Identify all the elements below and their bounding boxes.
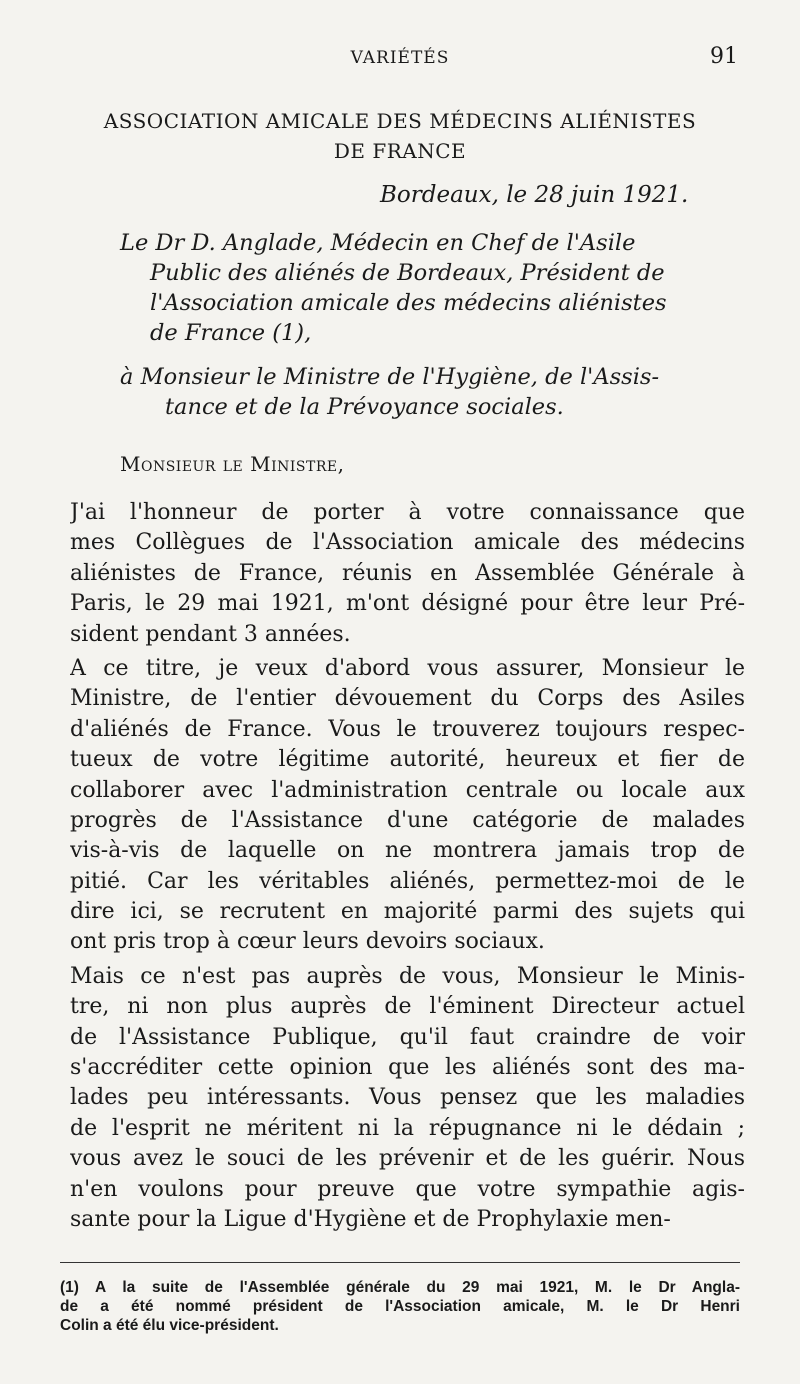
paragraph-line: collaborer avec l'administration centrale ou locale aux bbox=[70, 777, 745, 803]
paragraph-line: pitié. Car les véritables aliénés, permettez-moi de le bbox=[70, 868, 745, 894]
salutation: Monsieur le Ministre, bbox=[120, 452, 345, 476]
sender-line: Public des aliénés de Bordeaux, Président de bbox=[150, 260, 665, 286]
paragraph-line: aliénistes de France, réunis en Assemblée Générale à bbox=[70, 560, 745, 586]
sender-line: l'Association amicale des médecins aliénistes bbox=[150, 290, 667, 316]
paragraph-line: de l'esprit ne méritent ni la répugnance ni le dédain ; bbox=[70, 1115, 745, 1141]
paragraph-line: Mais ce n'est pas auprès de vous, Monsieur le Minis- bbox=[70, 963, 745, 989]
running-head bbox=[0, 44, 800, 74]
letter-body bbox=[70, 498, 745, 1235]
paragraph-line: ont pris trop à cœur leurs devoirs sociaux. bbox=[70, 929, 545, 955]
recipient-line: tance et de la Prévoyance sociales. bbox=[165, 394, 564, 420]
paragraph-line: s'accréditer cette opinion que les aliénés sont des ma- bbox=[70, 1055, 745, 1081]
sender-line: de France (1), bbox=[150, 320, 312, 346]
footnote bbox=[60, 1278, 740, 1335]
paragraph-line: mes Collègues de l'Association amicale des médecins bbox=[70, 530, 745, 556]
paragraph-line: lades peu intéressants. Vous pensez que les maladies bbox=[70, 1085, 745, 1111]
footnote-line: (1) A la suite de l'Assemblée générale du 29 mai 1921, M. le Dr Angla- bbox=[60, 1279, 740, 1296]
paragraph-line: d'aliénés de France. Vous le trouverez toujours respec- bbox=[70, 716, 745, 742]
heading-line: DE FRANCE bbox=[333, 139, 467, 163]
paragraph-line: tueux de votre légitime autorité, heureux et fier de bbox=[70, 747, 745, 773]
paragraph-line: dire ici, se recrutent en majorité parmi des sujets qui bbox=[70, 899, 745, 925]
paragraph-line: n'en voulons pour preuve que votre sympathie agis- bbox=[70, 1176, 745, 1202]
paragraph bbox=[70, 498, 745, 650]
letter-recipient bbox=[120, 362, 760, 422]
article-heading bbox=[60, 106, 740, 166]
paragraph bbox=[70, 654, 745, 958]
paragraph-line: Ministre, de l'entier dévouement du Corps des Asiles bbox=[70, 686, 745, 712]
footnote-line: Colin a été élu vice-président. bbox=[60, 1317, 279, 1334]
footnote-divider bbox=[60, 1262, 740, 1263]
heading-line: ASSOCIATION AMICALE DES MÉDECINS ALIÉNISTES bbox=[103, 109, 697, 133]
recipient-line: à Monsieur le Ministre de l'Hygiène, de l'Assis- bbox=[120, 364, 660, 390]
paragraph-line: A ce titre, je veux d'abord vous assurer, Monsieur le bbox=[70, 655, 745, 681]
letter-sender bbox=[120, 228, 760, 348]
paragraph-line: progrès de l'Assistance d'une catégorie de malades bbox=[70, 807, 745, 833]
paragraph-line: J'ai l'honneur de porter à votre connaissance que bbox=[70, 500, 745, 525]
paragraph-line: Paris, le 29 mai 1921, m'ont désigné pour être leur Pré- bbox=[70, 591, 745, 617]
footnote-line: de a été nommé président de l'Association amicale, M. le Dr Henri bbox=[60, 1298, 740, 1315]
letter-date: Bordeaux, le 28 juin 1921. bbox=[380, 182, 689, 208]
page-number: 91 bbox=[710, 44, 738, 69]
paragraph-line: sident pendant 3 années. bbox=[70, 621, 351, 647]
paragraph-line: de l'Assistance Publique, qu'il faut craindre de voir bbox=[70, 1024, 745, 1050]
paragraph-line: vous avez le souci de les prévenir et de les guérir. Nous bbox=[70, 1146, 745, 1172]
paragraph bbox=[70, 962, 745, 1236]
paragraph-line: sante pour la Ligue d'Hygiène et de Prophylaxie men- bbox=[70, 1206, 671, 1232]
paragraph-line: vis-à-vis de laquelle on ne montrera jamais trop de bbox=[70, 838, 745, 864]
section-title: VARIÉTÉS bbox=[350, 48, 450, 68]
paragraph-line: tre, ni non plus auprès de l'éminent Directeur actuel bbox=[70, 994, 745, 1020]
sender-line: Le Dr D. Anglade, Médecin en Chef de l'Asile bbox=[120, 230, 636, 256]
